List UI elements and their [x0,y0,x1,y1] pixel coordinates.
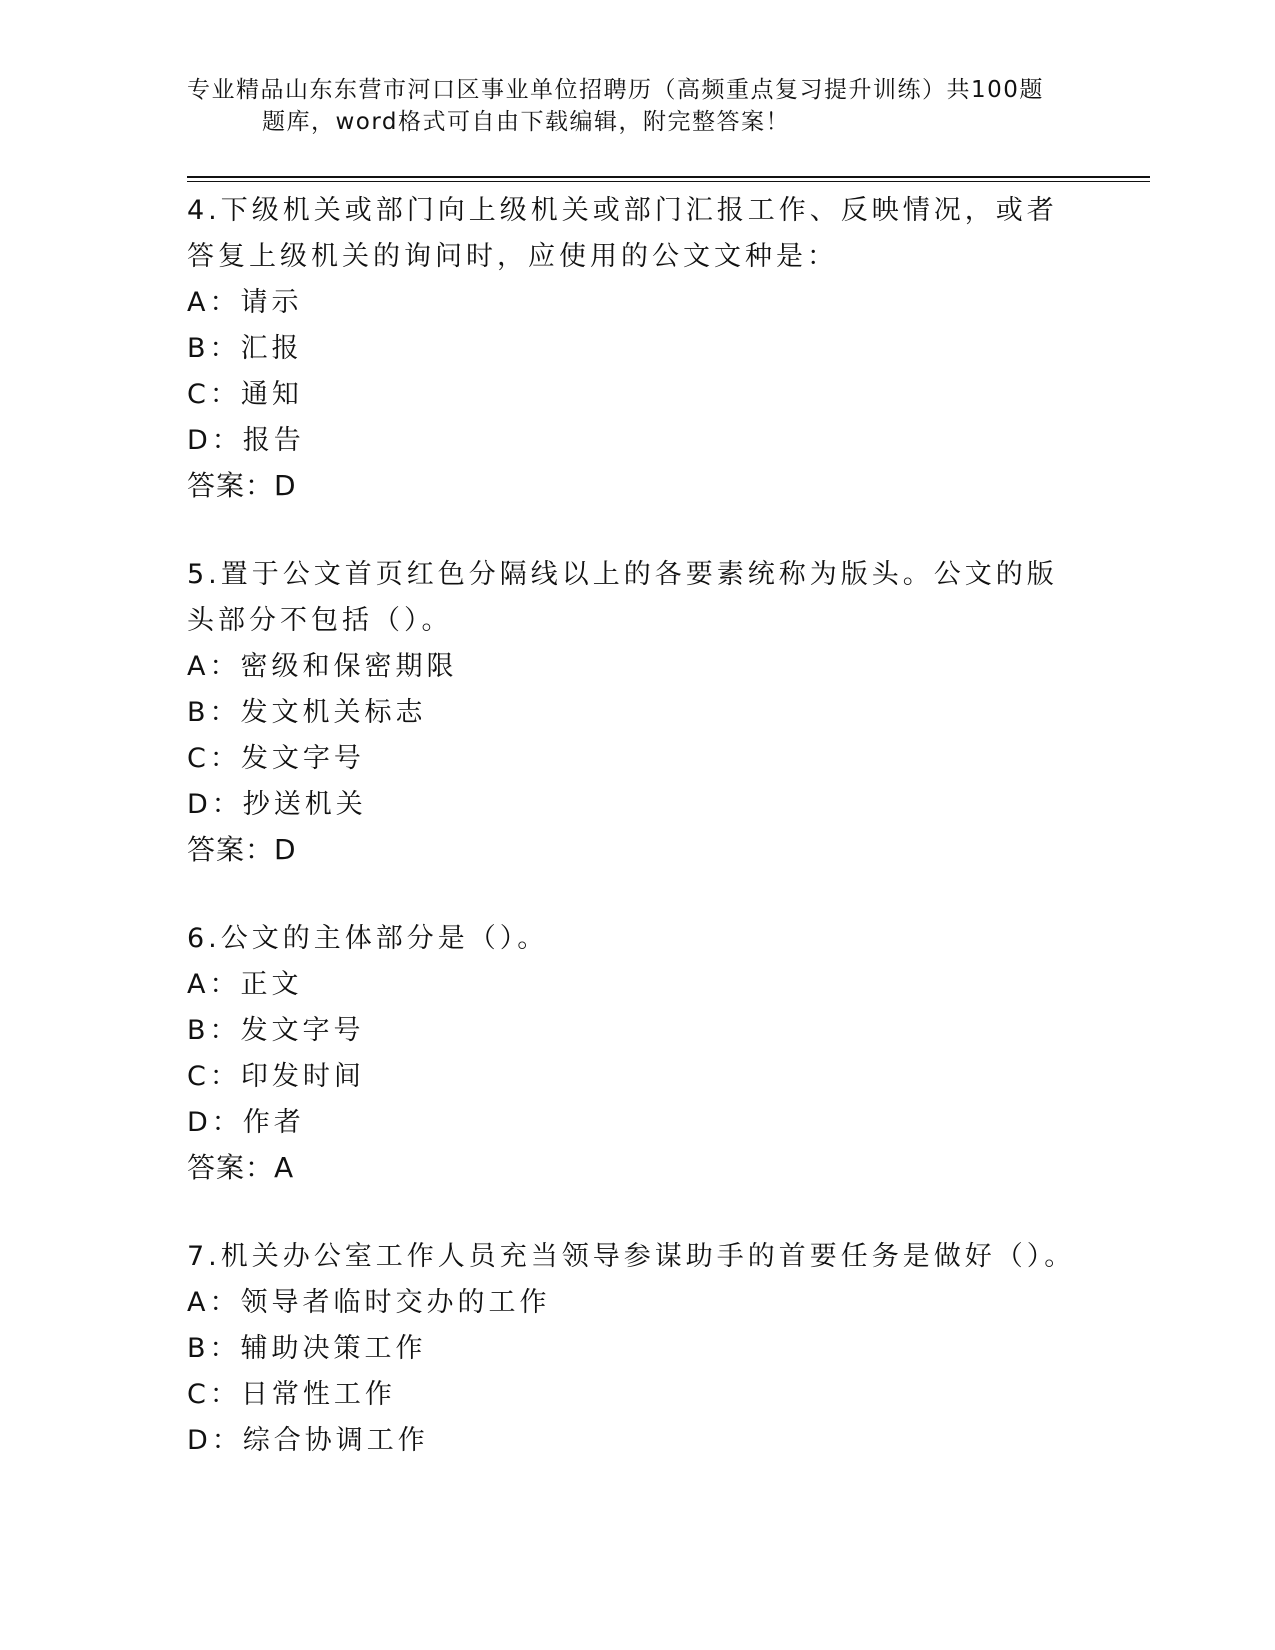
option-a: A：密级和保密期限 [187,651,458,682]
question-7 [187,1234,1087,1464]
option-a: A：请示 [187,287,303,318]
option-b: B：发文机关标志 [187,697,427,728]
header-divider-thin [187,181,1150,182]
option-a: A：领导者临时交办的工作 [187,1287,551,1318]
answer-line: 答案：A [187,1151,295,1184]
option-c: C：发文字号 [187,743,365,774]
option-a: A：正文 [187,969,303,1000]
question-text: 5.置于公文首页红色分隔线以上的各要素统称为版头。公文的版头部分不包括（）。 [187,559,1058,636]
header-title-line-2: 题库，word格式可自由下载编辑，附完整答案！ [262,109,791,135]
option-b: B：发文字号 [187,1015,365,1046]
option-c: C：通知 [187,379,303,410]
answer-line: 答案：D [187,833,297,866]
option-d: D：报告 [187,425,305,456]
option-c: C：日常性工作 [187,1379,396,1410]
question-6 [187,916,1087,1190]
question-list [187,188,1087,1464]
option-b: B：汇报 [187,333,303,364]
spacer [187,508,1087,552]
header-divider-thick [187,176,1150,178]
question-5 [187,552,1087,872]
option-c: C：印发时间 [187,1061,365,1092]
option-b: B：辅助决策工作 [187,1333,427,1364]
option-d: D：抄送机关 [187,789,367,820]
spacer [187,1190,1087,1234]
option-d: D：作者 [187,1107,305,1138]
question-text: 6.公文的主体部分是（）。 [187,923,549,954]
question-text: 7.机关办公室工作人员充当领导参谋助手的首要任务是做好（）。 [187,1241,1076,1272]
question-4 [187,188,1087,508]
question-text: 4.下级机关或部门向上级机关或部门汇报工作、反映情况，或者答复上级机关的询问时，应使用的公文文种是： [187,195,1058,272]
spacer [187,872,1087,916]
option-d: D：综合协调工作 [187,1425,429,1456]
answer-line: 答案：D [187,469,297,502]
header-title-line-1: 专业精品山东东营市河口区事业单位招聘历（高频重点复习提升训练）共100题 [187,77,1044,103]
